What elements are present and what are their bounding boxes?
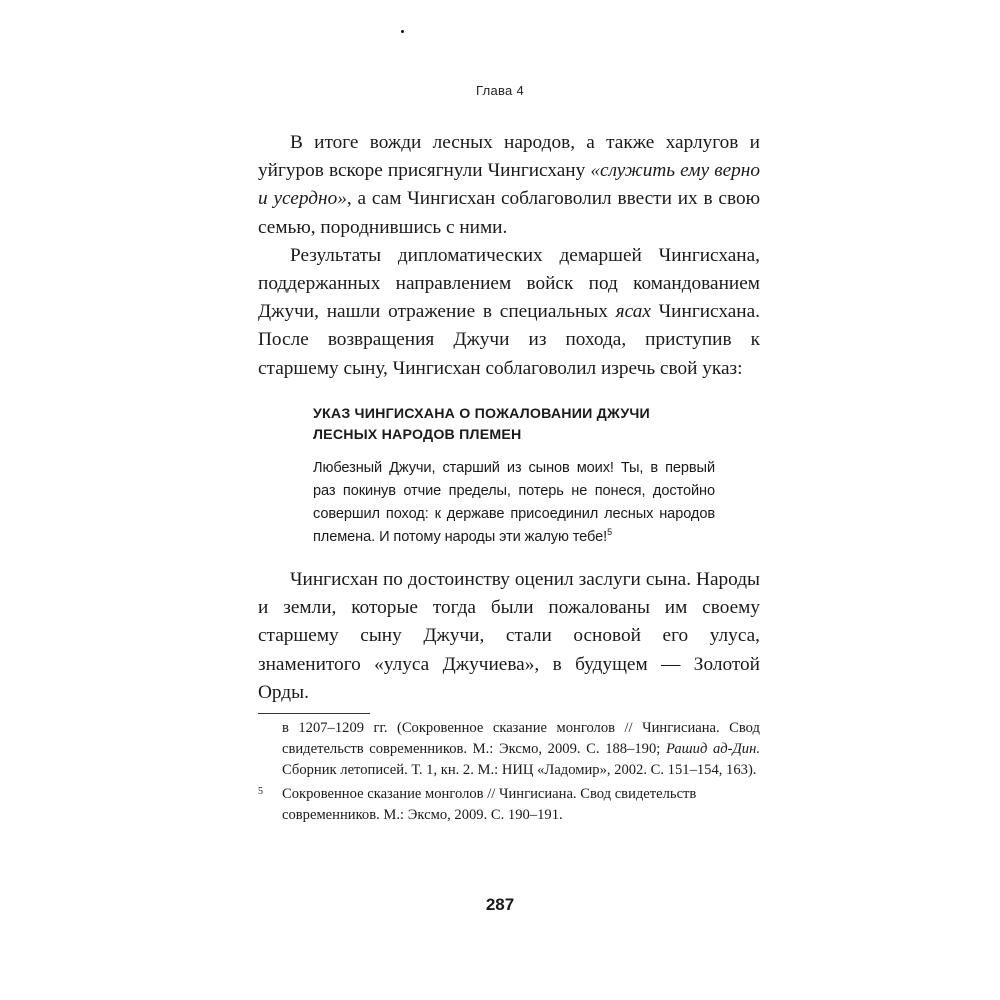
running-head: Глава 4	[475, 83, 525, 98]
term-italic: ясах	[615, 301, 651, 323]
decree-text: Любезный Джучи, старший из сынов моих! Ты, в первый раз покинув отчие пределы, потерь не понеся, достойно совершил поход: к державе присоединил лесных народов племена. И потому народы эти жалую тебе!$^5$	[313, 460, 715, 545]
page-number: 287	[485, 895, 515, 914]
paragraph-2: Результаты дипломатических демаршей Чингисхана, поддержанных направлением войск под командованием Джучи, нашли отражение в специальных ясах Чингисхана. После возвращения Джучи из похода, приступив к старшему сыну, Чингисхан соблаговолил изречь свой указ:	[258, 244, 760, 379]
decree-title: УКАЗ ЧИНГИСХАНА О ПОЖАЛОВАНИИ ДЖУЧИ ЛЕСНЫХ НАРОДОВ ПЛЕМЕН	[313, 406, 650, 443]
print-speck	[401, 30, 404, 33]
footnote-5	[258, 784, 760, 826]
main-text-lower	[258, 566, 760, 707]
footnotes	[258, 718, 760, 826]
quote-italic: «служить ему верно и усердно»	[258, 160, 761, 210]
footnote-divider	[258, 713, 370, 714]
footnote-continuation: в 1207–1209 гг. (Сокровенное сказание монголов // Чингисиана. Свод свидетельств современников. М.: Эксмо, 2009. С. 188–190; Рашид ад-Дин. Сборник летописей. Т. 1, кн. 2. М.: НИЦ «Ладомир», 2002. С. 151–154, 163).	[282, 720, 760, 779]
main-text-upper	[258, 129, 760, 383]
author-italic: Рашид ад-Дин.	[665, 741, 760, 758]
footnote-number: 5	[258, 785, 263, 797]
footnote-ref: 5	[607, 527, 612, 538]
paragraph-3: Чингисхан по достоинству оценил заслуги сына. Народы и земли, которые тогда были пожалованы им своему старшему сыну Джучи, стали основой его улуса, знаменитого «улуса Джучиева», в будущем — Золотой Орды.	[258, 569, 760, 703]
paragraph-1: В итоге вожди лесных народов, а также харлугов и уйгуров вскоре присягнули Чингисхану «служить ему верно и усердно», а сам Чингисхан соблаговолил ввести их в свою семью, породнившись с ними.	[258, 132, 761, 238]
footnote-text: Сокровенное сказание монголов // Чингисиана. Свод свидетельств современников. М.: Эксмо, 2009. С. 190–191.	[282, 785, 697, 823]
